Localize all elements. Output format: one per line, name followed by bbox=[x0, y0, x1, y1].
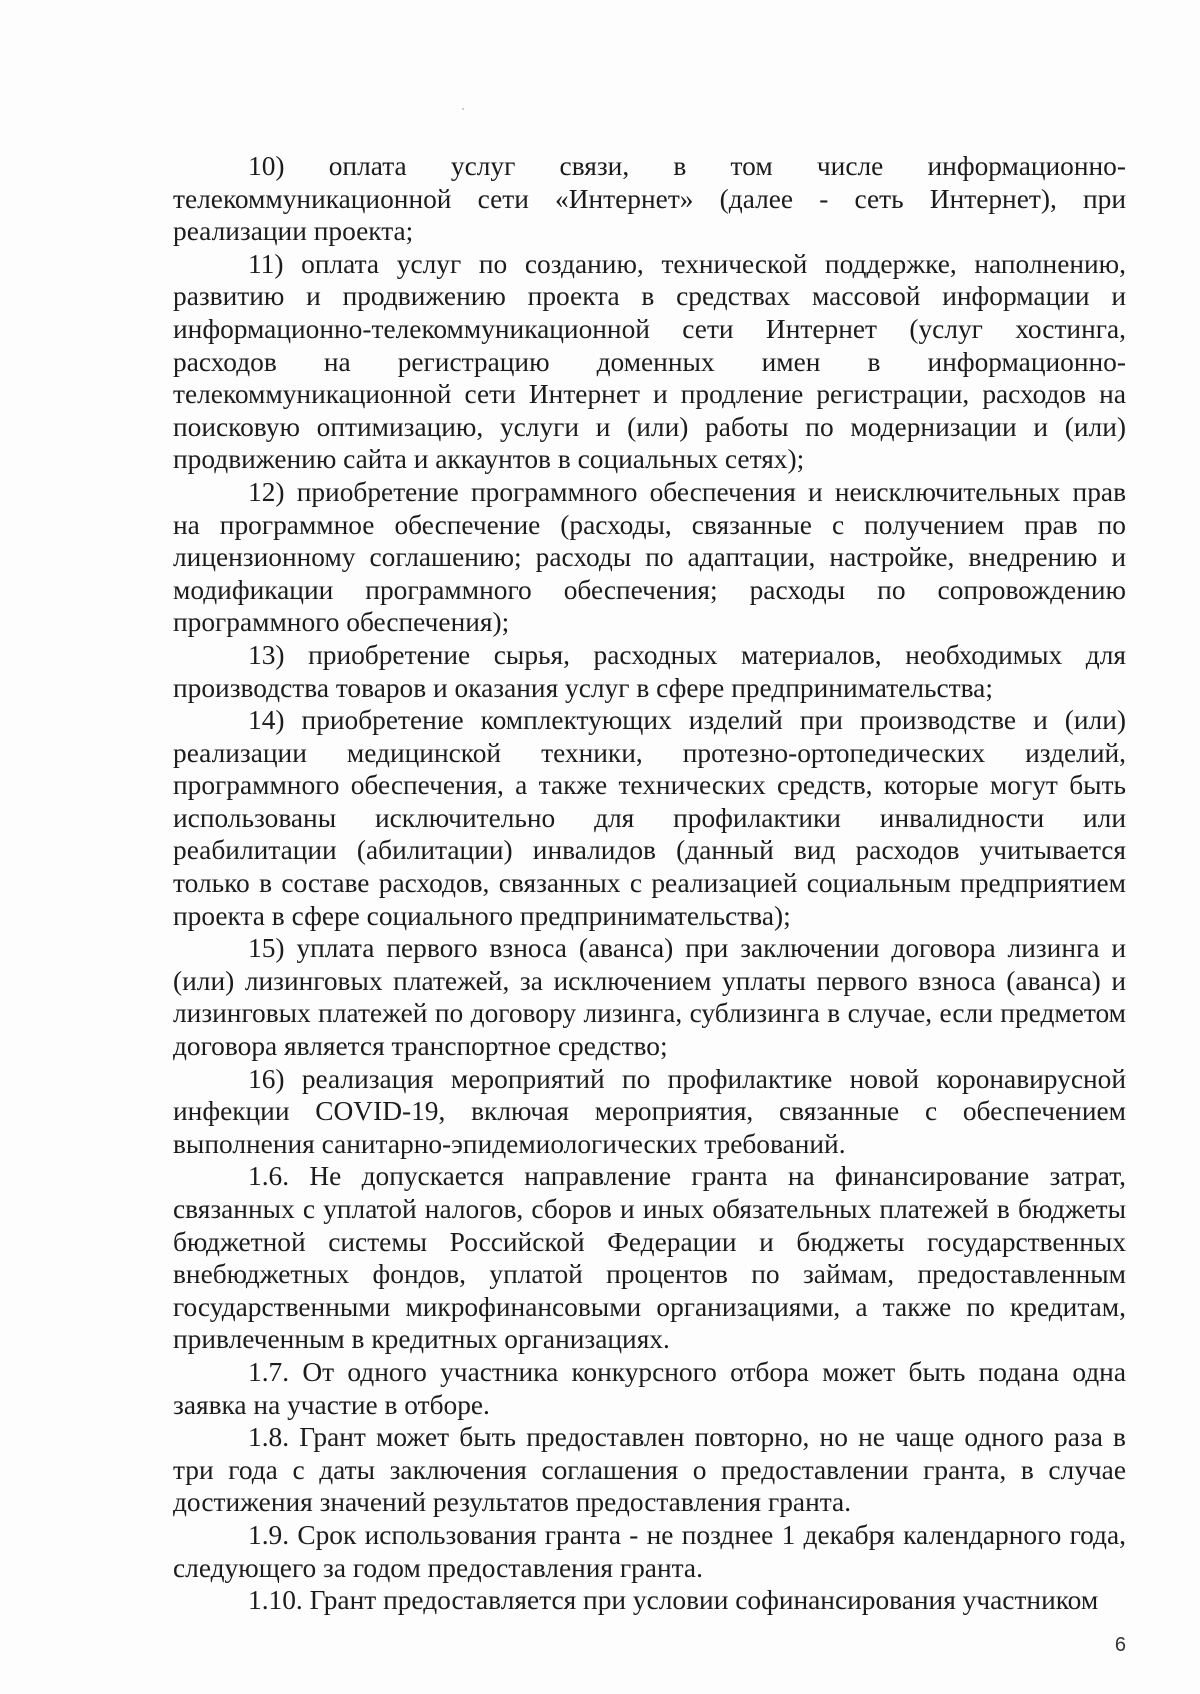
document-body bbox=[173, 150, 1126, 1617]
paragraph-item-15: 15) уплата первого взноса (аванса) при заключении договора лизинга и (или) лизинговых платежей, за исключением уплаты первого взноса (аванса) и лизинговых платежей по договору лизинга, сублизинга в случае, если предметом договора является транспортное средство; bbox=[173, 933, 1126, 1062]
paragraph-clause-1-10: 1.10. Грант предоставляется при условии софинансирования участником bbox=[248, 1585, 1099, 1616]
paragraph-item-14: 14) приобретение комплектующих изделий при производстве и (или) реализации медицинской техники, протезно-ортопедических изделий, программного обеспечения, а также технических средств, которые могут быть использованы исключительно для профилактики инвалидности или реабилитации (абилитации) инвалидов (данный вид расходов учитывается только в составе расходов, связанных с реализацией социальным предприятием проекта в сфере социального предпринимательства); bbox=[173, 705, 1126, 931]
paragraph-clause-1-6: 1.6. Не допускается направление гранта на финансирование затрат, связанных с уплатой налогов, сборов и иных обязательных платежей в бюджеты бюджетной системы Российской Федерации и бюджеты государственных внебюджетных фондов, уплатой процентов по займам, предоставленным государственными микрофинансовыми организациями, а также по кредитам, привлеченным в кредитных организациях. bbox=[173, 1161, 1126, 1355]
paragraph-item-12: 12) приобретение программного обеспечения и неисключительных прав на программное обеспечение (расходы, связанные с получением прав по лицензионному соглашению; расходы по адаптации, настройке, внедрению и модификации программного обеспечения; расходы по сопровождению программного обеспечения); bbox=[173, 476, 1126, 638]
paragraph-item-13: 13) приобретение сырья, расходных материалов, необходимых для производства товаров и оказания услуг в сфере предпринимательства; bbox=[173, 639, 1126, 703]
paragraph-clause-1-9: 1.9. Срок использования гранта - не позднее 1 декабря календарного года, следующего за годом предоставления гранта. bbox=[173, 1519, 1126, 1583]
paragraph-item-10: 10) оплата услуг связи, в том числе информационно-телекоммуникационной сети «Интернет» (далее - сеть Интернет), при реализации проекта; bbox=[173, 151, 1126, 247]
paragraph-item-16: 16) реализация мероприятий по профилактике новой коронавирусной инфекции COVID-19, включая мероприятия, связанные с обеспечением выполнения санитарно-эпидемиологических требований. bbox=[173, 1063, 1126, 1159]
paragraph-item-11: 11) оплата услуг по созданию, технической поддержке, наполнению, развитию и продвижению проекта в средствах массовой информации и информационно-телекоммуникационной сети Интернет (услуг хостинга, расходов на регистрацию доменных имен в информационно-телекоммуникационной сети Интернет и продление регистрации, расходов на поисковую оптимизацию, услуги и (или) работы по модернизации и (или) продвижению сайта и аккаунтов в социальных сетях); bbox=[173, 248, 1126, 475]
scan-speck bbox=[462, 108, 464, 110]
paragraph-clause-1-7: 1.7. От одного участника конкурсного отбора может быть подана одна заявка на участие в отборе. bbox=[173, 1356, 1126, 1420]
paragraph-clause-1-8: 1.8. Грант может быть предоставлен повторно, но не чаще одного раза в три года с даты заключения соглашения о предоставлении гранта, в случае достижения значений результатов предоставления гранта. bbox=[173, 1422, 1126, 1518]
page-number: 6 bbox=[1114, 1634, 1126, 1656]
